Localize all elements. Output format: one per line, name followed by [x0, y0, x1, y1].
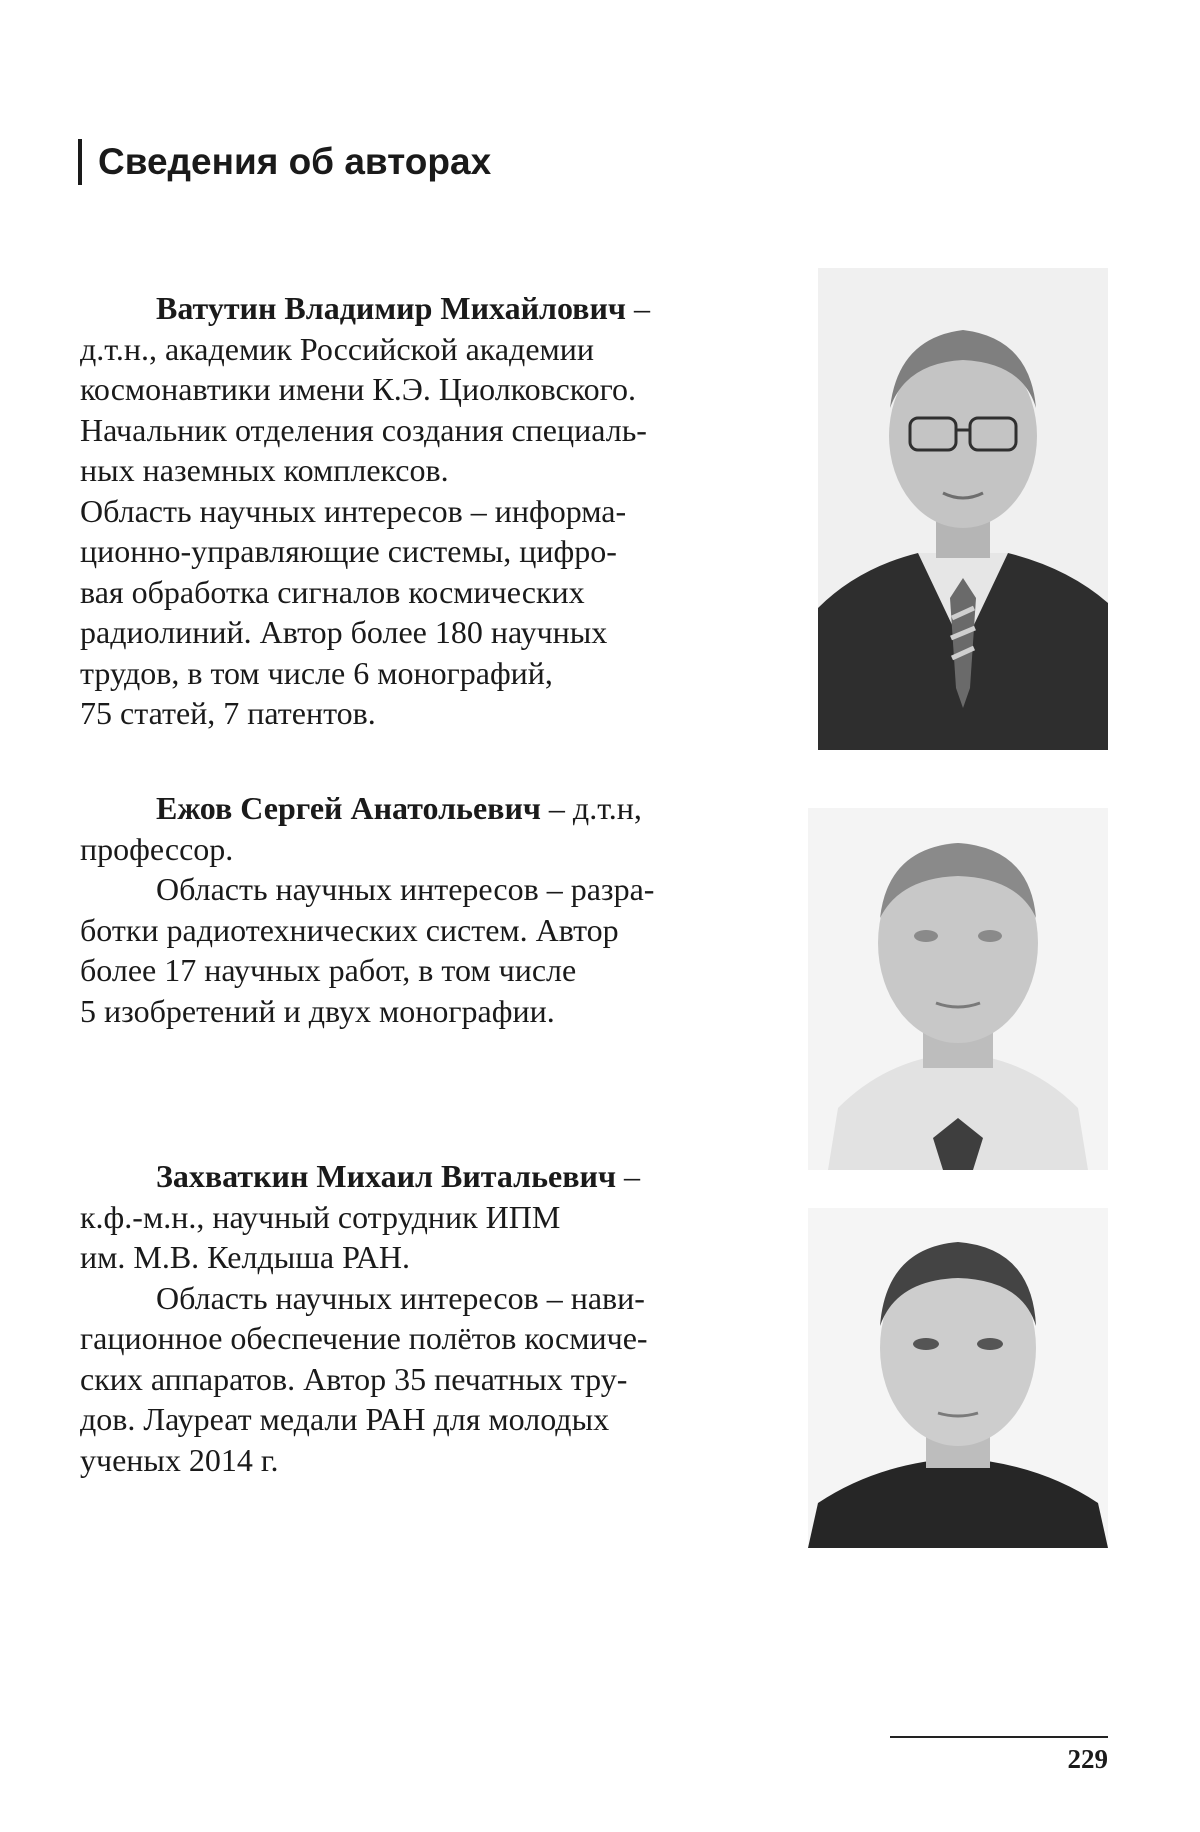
author-bio-text: – [625, 290, 650, 326]
author-bio-line: гационное обеспечение полётов космиче- [80, 1320, 648, 1356]
author-bio-2 [80, 788, 720, 1031]
author-bio-line: вая обработка сигналов космических [80, 573, 585, 610]
author-bio-line: профессор. [80, 830, 234, 867]
author-bio-line: Область научных интересов – информа- [80, 492, 627, 529]
author-bio-line: 75 статей, 7 патентов. [80, 695, 376, 731]
author-bio-text: – д.т.н, [540, 790, 642, 826]
author-photo-3 [808, 1208, 1108, 1548]
author-bio-line: Область научных интересов – разра- [156, 871, 655, 907]
page-number: 229 [1067, 1744, 1108, 1774]
author-bio-line: Начальник отделения создания специаль- [80, 411, 647, 448]
author-bio-line: ботки радиотехнических систем. Автор [80, 911, 619, 948]
author-bio-text: – [616, 1158, 640, 1194]
author-bio-line: д.т.н., академик Российской академии [80, 330, 595, 367]
author-photo-1 [818, 268, 1108, 750]
author-bio-line: трудов, в том числе 6 монографий, [80, 654, 553, 691]
author-bio-line [80, 288, 720, 329]
author-name: Ватутин Владимир Михайлович [156, 290, 626, 326]
author-photo-2 [808, 808, 1108, 1170]
author-bio-line: ских аппаратов. Автор 35 печатных тру- [80, 1360, 628, 1397]
author-bio-line: ученых 2014 г. [80, 1441, 279, 1478]
author-bio-line: космонавтики имени К.Э. Циолковского. [80, 371, 636, 407]
page-title: Сведения об авторах [98, 141, 492, 182]
author-bio-line: более 17 научных работ, в том числе [80, 952, 577, 988]
author-bio-line [80, 1156, 720, 1197]
header-bar [78, 139, 82, 185]
footer-rule [890, 1736, 1108, 1738]
author-bio-line: ционно-управляющие системы, цифро- [80, 533, 617, 569]
author-bio-line: ных наземных комплексов. [80, 452, 449, 488]
author-bio-line: им. М.В. Келдыша РАН. [80, 1239, 411, 1275]
author-bio-1 [80, 288, 720, 734]
author-bio-line: радиолиний. Автор более 180 научных [80, 614, 608, 650]
author-bio-line: Область научных интересов – нави- [156, 1279, 645, 1316]
author-bio-3 [80, 1156, 720, 1480]
author-name: Захваткин Михаил Витальевич [156, 1158, 616, 1194]
author-bio-line [80, 788, 720, 829]
author-bio-line: 5 изобретений и двух монографии. [80, 992, 555, 1029]
author-bio-line: к.ф.-м.н., научный сотрудник ИПМ [80, 1198, 561, 1235]
section-header [78, 138, 491, 186]
author-name: Ежов Сергей Анатольевич [156, 790, 541, 826]
author-bio-line: дов. Лауреат медали РАН для молодых [80, 1401, 610, 1437]
